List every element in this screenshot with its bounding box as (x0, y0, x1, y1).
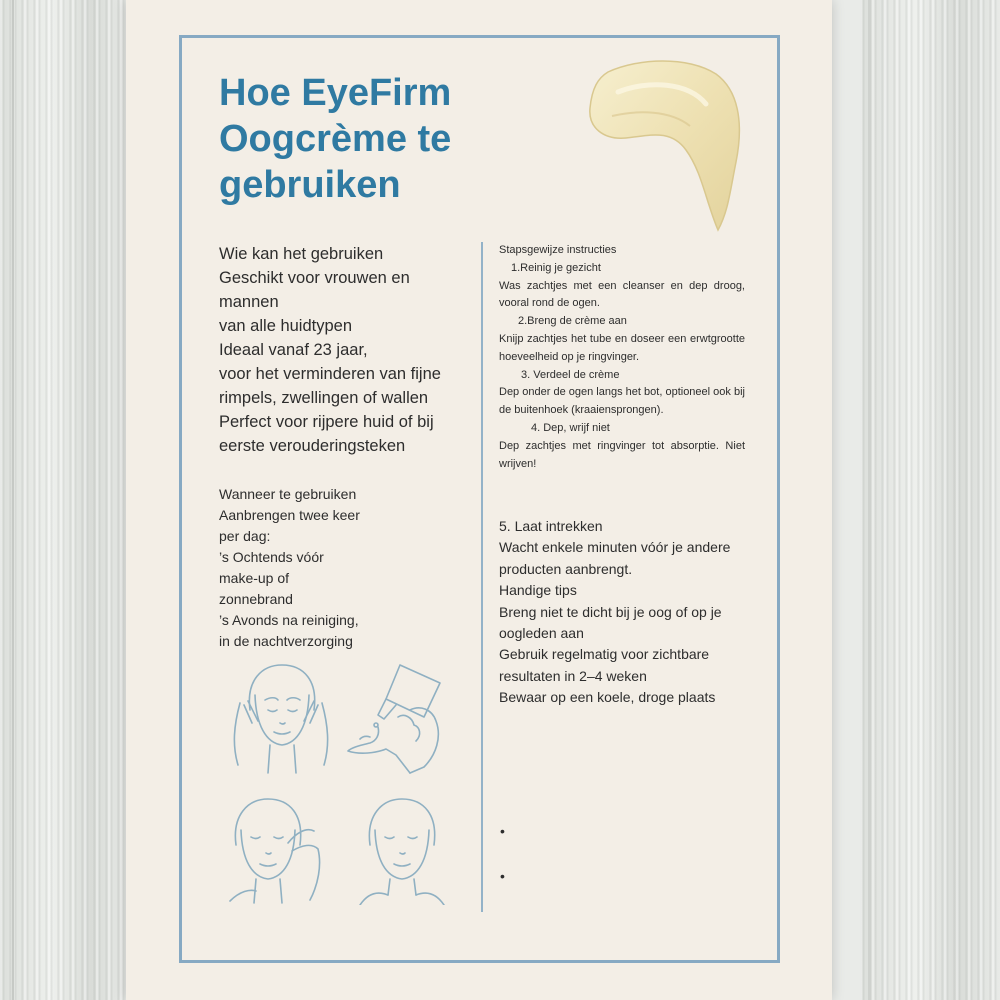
when-line: per dag: (219, 528, 271, 544)
who-line: eerste verouderingsteken (219, 437, 406, 455)
when-to-use-section (219, 484, 469, 652)
bullet-marker: • (500, 823, 505, 839)
who-can-use-section (219, 242, 479, 458)
tips-line: oogleden aan (499, 625, 584, 642)
when-line: zonnebrand (219, 591, 293, 607)
when-line: ’s Ochtends vóór (219, 549, 324, 565)
step-instructions-section (499, 242, 745, 473)
cream-tube-squeeze-illustration (348, 665, 440, 773)
when-heading: Wanneer te gebruiken (219, 486, 357, 502)
step-4-title: 4. Dep, wrijf niet (531, 421, 610, 434)
step-4-text: Dep zachtjes met ringvinger tot absorptie. Niet wrijven! (499, 439, 745, 470)
step-1-title: 1.Reinig je gezicht (511, 261, 601, 274)
who-line: mannen (219, 293, 279, 311)
step-2-title: 2.Breng de crème aan (518, 315, 627, 328)
who-line: Ideaal vanaf 23 jaar, (219, 341, 368, 359)
who-heading: Wie kan het gebruiken (219, 245, 384, 263)
tips-heading: Handige tips (499, 582, 577, 599)
tips-line: Bewaar op een koele, droge plaats (499, 689, 716, 706)
steps-heading: Stapsgewijze instructies (499, 244, 617, 256)
who-line: Geschikt voor vrouwen en (219, 269, 410, 287)
step-2-text: Knijp zachtjes het tube en doseer een erwtgrootte hoeveelheid op je ringvinger. (499, 332, 745, 363)
bullet-marker: • (500, 868, 505, 884)
step-3-text: Dep onder de ogen langs het bot, optioneel ook bij de buitenhoek (kraaiensprongen). (499, 386, 745, 417)
cream-swatch-image (578, 52, 763, 242)
when-line: ’s Avonds na reiniging, (219, 612, 359, 628)
tips-section (499, 516, 759, 709)
tips-line: Wacht enkele minuten vóór je andere (499, 539, 731, 556)
usage-illustrations (210, 655, 470, 905)
woman-face-illustration (360, 799, 444, 905)
step-1-text: Was zachtjes met een cleanser en dep droog, vooral rond de ogen. (499, 279, 745, 310)
when-line: in de nachtverzorging (219, 633, 353, 649)
page-title: Hoe EyeFirm Oogcrème te gebruiken (219, 72, 452, 206)
tips-line: resultaten in 2–4 weken (499, 667, 647, 684)
wood-background-left (0, 0, 130, 1000)
who-line: van alle huidtypen (219, 317, 353, 335)
tips-line: producten aanbrengt. (499, 560, 633, 577)
column-divider (481, 242, 483, 912)
who-line: rimpels, zwellingen of wallen (219, 389, 429, 407)
face-patting-illustration (234, 665, 327, 773)
tips-line: Breng niet te dicht bij je oog of op je (499, 603, 722, 620)
who-line: voor het verminderen van fijne (219, 365, 441, 383)
who-line: Perfect voor rijpere huid of bij (219, 413, 434, 431)
when-line: Aanbrengen twee keer (219, 507, 360, 523)
tips-line: Gebruik regelmatig voor zichtbare (499, 646, 710, 663)
when-line: make-up of (219, 570, 290, 586)
step-5-title: 5. Laat intrekken (499, 518, 603, 534)
apply-under-eye-illustration (230, 799, 320, 903)
wood-background-right (860, 0, 1000, 1000)
step-3-title: 3. Verdeel de crème (521, 368, 620, 381)
